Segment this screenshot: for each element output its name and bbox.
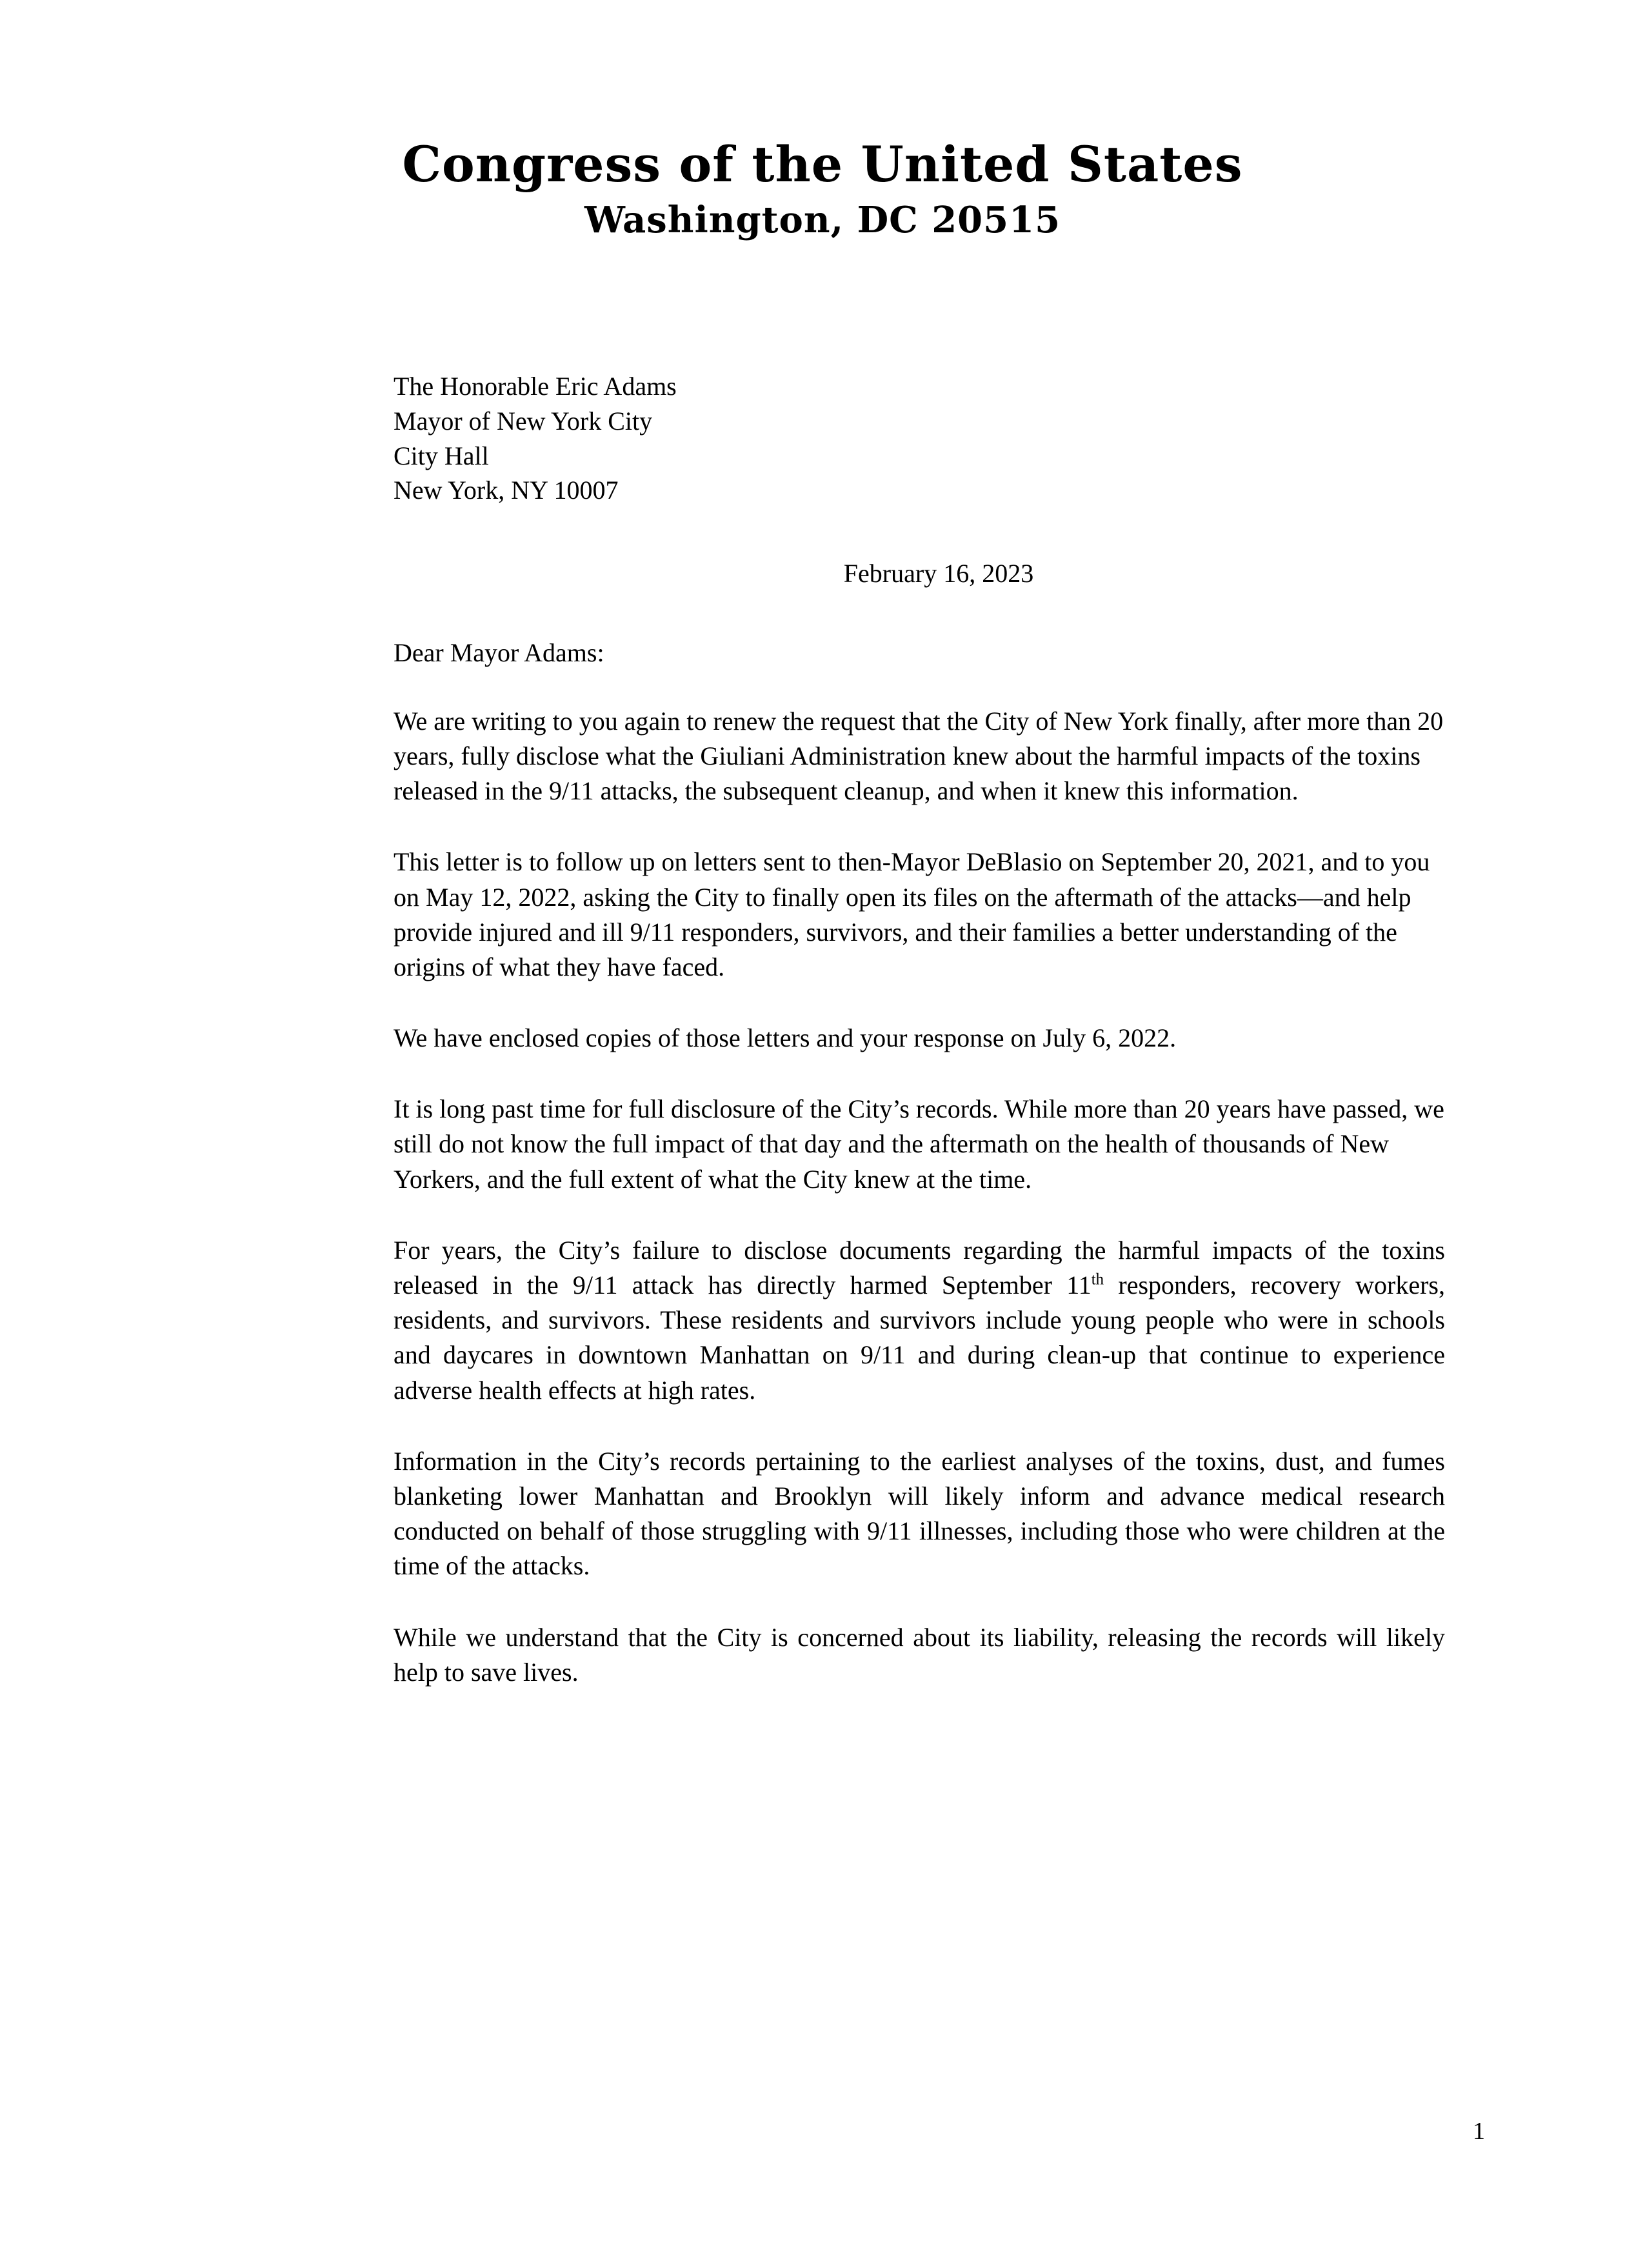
paragraph-3: We have enclosed copies of those letters and your response on July 6, 2022.: [394, 1023, 1177, 1053]
letter-page: [0, 135, 1645, 2268]
paragraph-5-part1: For years, the City’s failure to disclose documents regarding the harmful impacts of the toxins released in the 9/11 attack has directly harmed September 11: [394, 1235, 1445, 1300]
ordinal-suffix: th: [1091, 1270, 1104, 1289]
address-line-city: New York, NY 10007: [394, 476, 619, 505]
letter-body: [200, 369, 1445, 1690]
address-line-street: City Hall: [394, 441, 489, 470]
paragraph-5-part2: responders, recovery workers, residents, and survivors. These residents and survivors include young people who were in schools and daycares in downtown Manhattan on 9/11 and during clean-up that continue to experience adverse health effects at high rates.: [394, 1270, 1445, 1405]
paragraph-4: It is long past time for full disclosure of the City’s records. While more than 20 years have passed, we still do not know the full impact of that day and the aftermath on the health of thousands of New Yorkers, and the full extent of what the City knew at the time.: [394, 1094, 1444, 1194]
page-number: 1: [1473, 2118, 1485, 2145]
letterhead-congress: Congress of the United States: [402, 135, 1243, 193]
letter-date: February 16, 2023: [843, 558, 1034, 588]
paragraph-6: Information in the City’s records pertaining to the earliest analyses of the toxins, dust, and fumes blanketing lower Manhattan and Brooklyn will likely inform and advance medical research conducted on behalf of those struggling with 9/11 illnesses, including those who were children at the time of the attacks.: [394, 1446, 1445, 1581]
paragraph-5: [394, 1233, 1445, 1408]
salutation: Dear Mayor Adams:: [394, 637, 604, 667]
address-line-title: Mayor of New York City: [394, 406, 653, 436]
address-line-name: The Honorable Eric Adams: [394, 372, 677, 401]
letterhead-washington: Washington, DC 20515: [584, 198, 1061, 241]
paragraph-1: We are writing to you again to renew the request that the City of New York finally, after more than 20 years, fully disclose what the Giuliani Administration knew about the harmful impacts of the toxins released in the 9/11 attacks, the subsequent cleanup, and when it knew this information.: [394, 706, 1444, 806]
recipient-address: [394, 369, 1445, 507]
letterhead: [0, 135, 1645, 241]
paragraph-7: While we understand that the City is concerned about its liability, releasing the records will likely help to save lives.: [394, 1622, 1445, 1687]
paragraph-2: This letter is to follow up on letters sent to then-Mayor DeBlasio on September 20, 2021, and to you on May 12, 2022, asking the City to finally open its files on the aftermath of the attacks—and help provide injured and ill 9/11 responders, survivors, and their families a better understanding of the origins of what they have faced.: [394, 847, 1430, 981]
